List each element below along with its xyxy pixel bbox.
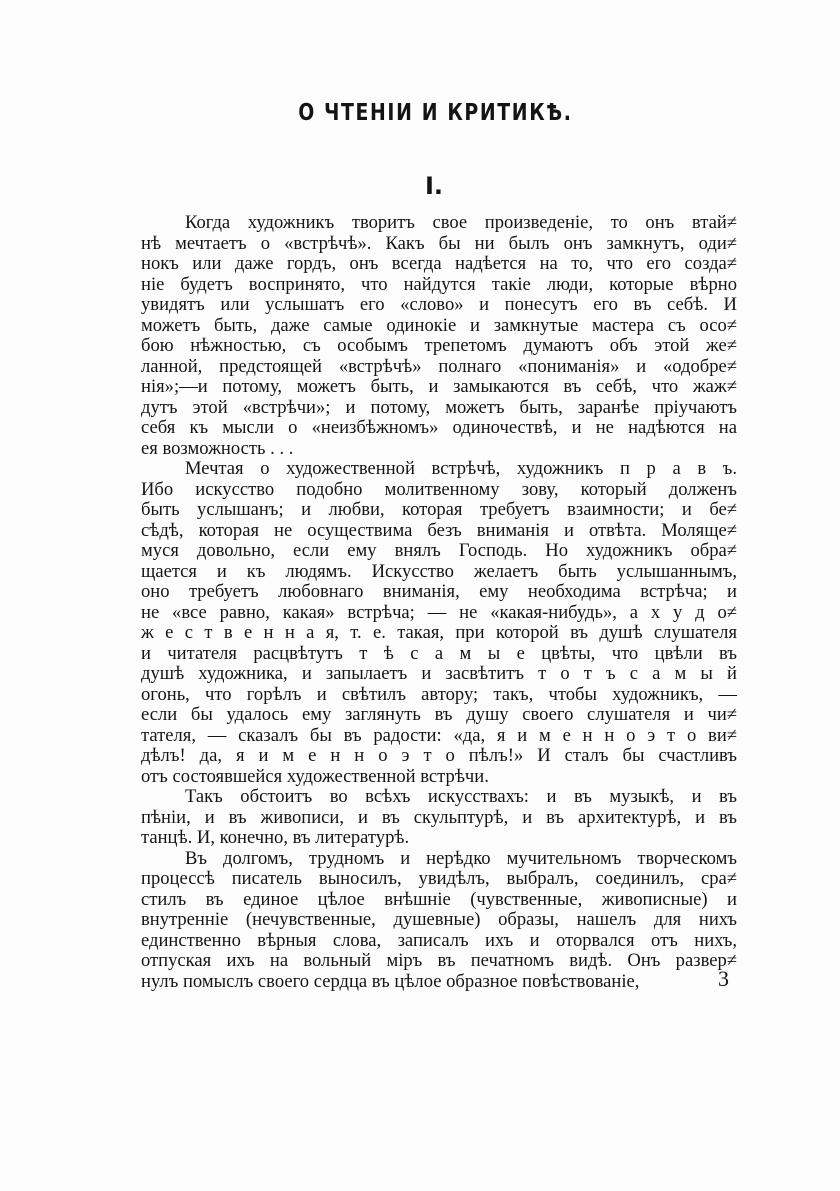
text-line: нокъ или даже гордъ, онъ всегда надѣется на то, что его созда≠ [141,253,737,274]
text-line: внутренніе (нечувственные, душевные) образы, нашелъ для нихъ [141,909,737,930]
text-line: ея возможность . . . [141,437,294,459]
text-line: Мечтая о художественной встрѣчѣ, художникъ п р а в ъ. [185,458,737,479]
page-number: 3 [718,966,729,991]
text-line: не «все равно, какая» встрѣча; — не «какая-нибудь», а х у д о≠ [141,601,737,623]
text-line: отпуская ихъ на вольный міръ въ печатномъ видѣ. Онъ развер≠ [141,950,737,971]
text-line: Когда художникъ творитъ свое произведеніе, то онъ втай≠ [185,212,737,233]
text-line: нулъ помыслъ своего сердца въ цѣлое образное повѣствованіе, [141,970,640,992]
text-line: дѣлъ! да, я и м е н н о э т о пѣлъ!» И сталъ бы счастливъ [141,745,737,766]
text-line: процессѣ писатель выносилъ, увидѣлъ, выбралъ, соединилъ, сра≠ [141,868,737,889]
text-line: дутъ этой «встрѣчи»; и потому, можетъ быть, заранѣе пріучаютъ [141,396,737,418]
text-line: Ибо искусство подобно молитвенному зову, который долженъ [141,478,737,500]
paragraph [141,787,737,849]
text-line: муся довольно, если ему внялъ Господь. Но художникъ обра≠ [141,540,737,561]
chapter-title: О ЧТЕНІИ И КРИТИКѢ. [298,100,573,126]
text-line: душѣ художника, и запылаетъ и засвѣтитъ т о т ъ с а м ы й [141,663,737,684]
text-line: тателя, — сказалъ бы въ радости: «да, я и м е н н о э т о ви≠ [141,724,737,746]
text-line: щается и къ людямъ. Искусство желаетъ быть услышаннымъ, [141,560,737,582]
paragraph [141,459,737,787]
text-line: стилъ въ единое цѣлое внѣшніе (чувственные, живописные) и [141,888,737,910]
text-line: и читателя расцвѣтутъ т ѣ с а м ы е цвѣты, что цвѣли въ [141,642,737,664]
text-line: бою нѣжностью, съ особымъ трепетомъ думаютъ объ этой же≠ [141,335,737,356]
text-line: танцѣ. И, конечно, въ литературѣ. [141,827,410,848]
text-line: нѣ мечтаетъ о «встрѣчѣ». Какъ бы ни былъ онъ замкнутъ, оди≠ [141,232,737,254]
paragraph [141,849,737,993]
text-line: ніе будетъ воспринято, что найдутся такіе люди, которые вѣрно [141,273,737,295]
text-line: Въ долгомъ, трудномъ и нерѣдко мучительномъ творческомъ [185,847,737,869]
text-line: ж е с т в е н н а я, т. е. такая, при которой въ душѣ слушателя [141,622,737,643]
text-line: увидятъ или услышатъ его «слово» и понесутъ его въ себѣ. И [141,294,737,315]
text-line: отъ состоявшейся художественной встрѣчи. [141,765,489,787]
text-line: нія»;—и потому, можетъ быть, и замыкаются въ себѣ, что жаж≠ [141,376,737,397]
text-line: огонь, что горѣлъ и свѣтилъ автору; такъ, чтобы художникъ, — [141,683,737,705]
text-line: сѣдѣ, которая не осуществима безъ вниманія и отвѣта. Моляще≠ [141,519,737,541]
text-line: ланной, предстоящей «встрѣчѣ» полнаго «пониманія» и «одобре≠ [141,355,737,377]
text-line: можетъ быть, даже самые одинокіе и замкнутые мастера съ осо≠ [141,314,737,336]
body-text [141,213,737,992]
section-number: I. [424,172,444,200]
text-line: Такъ обстоитъ во всѣхъ искусствахъ: и въ музыкѣ, и въ [185,786,737,807]
text-line: быть услышанъ; и любви, которая требуетъ взаимности; и бе≠ [141,499,737,520]
text-line: единственно вѣрныя слова, записалъ ихъ и оторвался отъ нихъ, [141,929,737,951]
text-line: если бы удалось ему заглянуть въ душу своего слушателя и чи≠ [141,704,737,725]
text-line: оно требуетъ любовнаго вниманія, ему необходима встрѣча; и [141,581,737,602]
text-line: себя къ мысли о «неизбѣжномъ» одиночествѣ, и не надѣются на [141,417,737,438]
paragraph [141,213,737,459]
text-line: пѣніи, и въ живописи, и въ скульптурѣ, и въ архитектурѣ, и въ [141,806,737,828]
